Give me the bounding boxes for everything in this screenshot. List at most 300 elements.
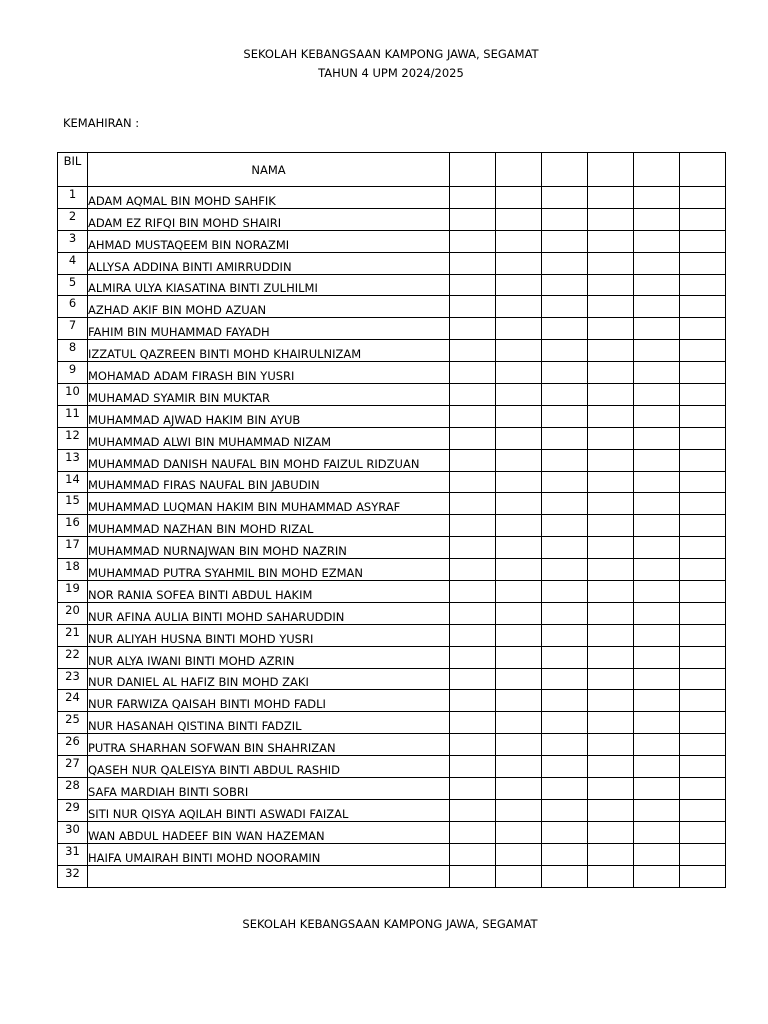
mark-cell[interactable] xyxy=(496,668,542,690)
mark-cell[interactable] xyxy=(680,690,726,712)
student-name: NUR DANIEL AL HAFIZ BIN MOHD ZAKI xyxy=(88,668,450,690)
mark-cell[interactable] xyxy=(542,843,588,865)
row-number: 29 xyxy=(58,799,88,821)
table-row xyxy=(58,537,726,559)
table-row xyxy=(58,515,726,537)
bil-header: BIL xyxy=(58,153,88,187)
mark-cell[interactable] xyxy=(680,405,726,427)
nama-header: NAMA xyxy=(88,153,450,187)
mark-cell[interactable] xyxy=(634,734,680,756)
mark-cell[interactable] xyxy=(588,515,634,537)
mark-cell[interactable] xyxy=(680,340,726,362)
mark-cell[interactable] xyxy=(680,362,726,384)
table-row xyxy=(58,449,726,471)
mark-cell[interactable] xyxy=(588,340,634,362)
mark-cell[interactable] xyxy=(634,690,680,712)
mark-cell[interactable] xyxy=(680,493,726,515)
mark-cell[interactable] xyxy=(496,537,542,559)
mark-cell[interactable] xyxy=(588,559,634,581)
table-body xyxy=(58,187,726,888)
mark-cell[interactable] xyxy=(588,821,634,843)
row-number: 3 xyxy=(58,230,88,252)
mark-cell[interactable] xyxy=(634,865,680,887)
table-row xyxy=(58,384,726,406)
mark-column-header xyxy=(588,153,634,187)
row-number: 23 xyxy=(58,668,88,690)
row-number: 10 xyxy=(58,384,88,406)
mark-cell[interactable] xyxy=(450,646,496,668)
mark-cell[interactable] xyxy=(588,493,634,515)
mark-cell[interactable] xyxy=(542,318,588,340)
mark-cell[interactable] xyxy=(496,602,542,624)
mark-cell[interactable] xyxy=(634,384,680,406)
mark-cell[interactable] xyxy=(496,208,542,230)
table-row xyxy=(58,734,726,756)
mark-cell[interactable] xyxy=(450,296,496,318)
mark-cell[interactable] xyxy=(496,362,542,384)
mark-cell[interactable] xyxy=(588,799,634,821)
row-number: 18 xyxy=(58,559,88,581)
table-row xyxy=(58,668,726,690)
table-row xyxy=(58,581,726,603)
mark-cell[interactable] xyxy=(634,187,680,209)
mark-cell[interactable] xyxy=(450,668,496,690)
mark-cell[interactable] xyxy=(450,559,496,581)
mark-cell[interactable] xyxy=(588,646,634,668)
student-name: NUR HASANAH QISTINA BINTI FADZIL xyxy=(88,712,450,734)
mark-cell[interactable] xyxy=(496,471,542,493)
student-name: NOR RANIA SOFEA BINTI ABDUL HAKIM xyxy=(88,581,450,603)
table-row xyxy=(58,602,726,624)
mark-cell[interactable] xyxy=(450,449,496,471)
mark-cell[interactable] xyxy=(588,756,634,778)
mark-cell[interactable] xyxy=(634,537,680,559)
mark-cell[interactable] xyxy=(680,668,726,690)
student-name: AZHAD AKIF BIN MOHD AZUAN xyxy=(88,296,450,318)
mark-cell[interactable] xyxy=(450,756,496,778)
mark-cell[interactable] xyxy=(450,821,496,843)
mark-cell[interactable] xyxy=(680,449,726,471)
mark-cell[interactable] xyxy=(450,384,496,406)
mark-cell[interactable] xyxy=(542,799,588,821)
mark-cell[interactable] xyxy=(588,318,634,340)
mark-cell[interactable] xyxy=(496,493,542,515)
mark-cell[interactable] xyxy=(588,843,634,865)
table-row xyxy=(58,559,726,581)
table-row xyxy=(58,821,726,843)
mark-cell[interactable] xyxy=(542,471,588,493)
mark-cell[interactable] xyxy=(496,756,542,778)
table-row xyxy=(58,296,726,318)
session-title: TAHUN 4 UPM 2024/2025 xyxy=(318,66,464,80)
mark-cell[interactable] xyxy=(542,581,588,603)
student-name: NUR AFINA AULIA BINTI MOHD SAHARUDDIN xyxy=(88,602,450,624)
mark-cell[interactable] xyxy=(450,778,496,800)
row-number: 2 xyxy=(58,208,88,230)
student-name: ADAM EZ RIFQI BIN MOHD SHAIRI xyxy=(88,208,450,230)
table-header-row xyxy=(58,153,726,187)
mark-cell[interactable] xyxy=(450,843,496,865)
mark-cell[interactable] xyxy=(542,208,588,230)
mark-cell[interactable] xyxy=(588,362,634,384)
mark-cell[interactable] xyxy=(542,712,588,734)
mark-cell[interactable] xyxy=(680,756,726,778)
mark-cell[interactable] xyxy=(542,384,588,406)
mark-cell[interactable] xyxy=(450,515,496,537)
mark-cell[interactable] xyxy=(542,427,588,449)
mark-cell[interactable] xyxy=(680,821,726,843)
mark-cell[interactable] xyxy=(680,712,726,734)
row-number: 13 xyxy=(58,449,88,471)
mark-cell[interactable] xyxy=(634,471,680,493)
mark-cell[interactable] xyxy=(680,230,726,252)
mark-cell[interactable] xyxy=(680,646,726,668)
mark-cell[interactable] xyxy=(496,734,542,756)
table-row xyxy=(58,799,726,821)
row-number: 24 xyxy=(58,690,88,712)
mark-cell[interactable] xyxy=(634,799,680,821)
row-number: 7 xyxy=(58,318,88,340)
mark-cell[interactable] xyxy=(496,778,542,800)
mark-cell[interactable] xyxy=(680,559,726,581)
row-number: 4 xyxy=(58,252,88,274)
table-row xyxy=(58,230,726,252)
mark-cell[interactable] xyxy=(634,449,680,471)
mark-cell[interactable] xyxy=(680,515,726,537)
row-number: 25 xyxy=(58,712,88,734)
mark-cell[interactable] xyxy=(450,340,496,362)
mark-cell[interactable] xyxy=(496,559,542,581)
mark-cell[interactable] xyxy=(542,515,588,537)
mark-cell[interactable] xyxy=(496,646,542,668)
mark-cell[interactable] xyxy=(634,843,680,865)
mark-cell[interactable] xyxy=(680,843,726,865)
mark-cell[interactable] xyxy=(496,865,542,887)
mark-cell[interactable] xyxy=(450,318,496,340)
mark-cell[interactable] xyxy=(634,624,680,646)
mark-cell[interactable] xyxy=(496,384,542,406)
mark-cell[interactable] xyxy=(542,690,588,712)
student-name xyxy=(88,865,450,887)
table-row xyxy=(58,318,726,340)
mark-cell[interactable] xyxy=(542,537,588,559)
mark-cell[interactable] xyxy=(634,427,680,449)
row-number: 1 xyxy=(58,187,88,209)
student-name: SAFA MARDIAH BINTI SOBRI xyxy=(88,778,450,800)
mark-cell[interactable] xyxy=(634,318,680,340)
mark-cell[interactable] xyxy=(634,274,680,296)
mark-cell[interactable] xyxy=(450,208,496,230)
row-number: 19 xyxy=(58,581,88,603)
mark-cell[interactable] xyxy=(450,734,496,756)
mark-cell[interactable] xyxy=(496,340,542,362)
mark-cell[interactable] xyxy=(496,274,542,296)
mark-cell[interactable] xyxy=(680,318,726,340)
mark-cell[interactable] xyxy=(542,624,588,646)
student-name: MOHAMAD ADAM FIRASH BIN YUSRI xyxy=(88,362,450,384)
mark-cell[interactable] xyxy=(542,559,588,581)
mark-cell[interactable] xyxy=(680,252,726,274)
mark-cell[interactable] xyxy=(588,778,634,800)
student-name: MUHAMMAD FIRAS NAUFAL BIN JABUDIN xyxy=(88,471,450,493)
mark-cell[interactable] xyxy=(450,624,496,646)
table-row xyxy=(58,274,726,296)
mark-cell[interactable] xyxy=(542,646,588,668)
mark-cell[interactable] xyxy=(588,624,634,646)
student-name: MUHAMMAD LUQMAN HAKIM BIN MUHAMMAD ASYRAF xyxy=(88,493,450,515)
mark-cell[interactable] xyxy=(634,493,680,515)
student-name: IZZATUL QAZREEN BINTI MOHD KHAIRULNIZAM xyxy=(88,340,450,362)
row-number: 14 xyxy=(58,471,88,493)
mark-cell[interactable] xyxy=(634,515,680,537)
mark-cell[interactable] xyxy=(634,646,680,668)
mark-cell[interactable] xyxy=(496,843,542,865)
mark-cell[interactable] xyxy=(588,602,634,624)
table-row xyxy=(58,252,726,274)
table-row xyxy=(58,471,726,493)
row-number: 27 xyxy=(58,756,88,778)
row-number: 30 xyxy=(58,821,88,843)
mark-cell[interactable] xyxy=(450,274,496,296)
mark-cell[interactable] xyxy=(496,405,542,427)
mark-cell[interactable] xyxy=(680,734,726,756)
row-number: 6 xyxy=(58,296,88,318)
mark-cell[interactable] xyxy=(588,230,634,252)
student-name: MUHAMMAD PUTRA SYAHMIL BIN MOHD EZMAN xyxy=(88,559,450,581)
mark-cell[interactable] xyxy=(634,252,680,274)
row-number: 5 xyxy=(58,274,88,296)
student-name: MUHAMMAD AJWAD HAKIM BIN AYUB xyxy=(88,405,450,427)
row-number: 26 xyxy=(58,734,88,756)
mark-cell[interactable] xyxy=(450,537,496,559)
mark-cell[interactable] xyxy=(680,384,726,406)
mark-cell[interactable] xyxy=(542,296,588,318)
mark-cell[interactable] xyxy=(634,756,680,778)
mark-cell[interactable] xyxy=(450,187,496,209)
mark-cell[interactable] xyxy=(542,449,588,471)
mark-cell[interactable] xyxy=(680,799,726,821)
mark-cell[interactable] xyxy=(450,471,496,493)
mark-cell[interactable] xyxy=(496,296,542,318)
mark-cell[interactable] xyxy=(496,690,542,712)
row-number: 28 xyxy=(58,778,88,800)
mark-cell[interactable] xyxy=(542,821,588,843)
mark-cell[interactable] xyxy=(542,778,588,800)
mark-cell[interactable] xyxy=(542,274,588,296)
mark-column-header xyxy=(542,153,588,187)
mark-column-header xyxy=(680,153,726,187)
table-row xyxy=(58,690,726,712)
student-name: PUTRA SHARHAN SOFWAN BIN SHAHRIZAN xyxy=(88,734,450,756)
mark-cell[interactable] xyxy=(496,318,542,340)
mark-cell[interactable] xyxy=(450,230,496,252)
mark-cell[interactable] xyxy=(496,624,542,646)
student-name: NUR ALIYAH HUSNA BINTI MOHD YUSRI xyxy=(88,624,450,646)
table-row xyxy=(58,624,726,646)
mark-cell[interactable] xyxy=(496,187,542,209)
row-number: 20 xyxy=(58,602,88,624)
mark-cell[interactable] xyxy=(588,208,634,230)
mark-cell[interactable] xyxy=(450,602,496,624)
student-table xyxy=(57,152,726,888)
table-row xyxy=(58,362,726,384)
student-name: WAN ABDUL HADEEF BIN WAN HAZEMAN xyxy=(88,821,450,843)
mark-cell[interactable] xyxy=(450,799,496,821)
row-number: 21 xyxy=(58,624,88,646)
mark-cell[interactable] xyxy=(496,515,542,537)
mark-cell[interactable] xyxy=(680,274,726,296)
row-number: 11 xyxy=(58,405,88,427)
mark-cell[interactable] xyxy=(450,493,496,515)
mark-cell[interactable] xyxy=(680,624,726,646)
mark-cell[interactable] xyxy=(496,252,542,274)
mark-cell[interactable] xyxy=(588,581,634,603)
mark-cell[interactable] xyxy=(450,252,496,274)
row-number: 16 xyxy=(58,515,88,537)
mark-cell[interactable] xyxy=(680,471,726,493)
student-name: SITI NUR QISYA AQILAH BINTI ASWADI FAIZAL xyxy=(88,799,450,821)
mark-cell[interactable] xyxy=(588,405,634,427)
row-number: 22 xyxy=(58,646,88,668)
mark-cell[interactable] xyxy=(450,865,496,887)
mark-cell[interactable] xyxy=(542,668,588,690)
student-name: HAIFA UMAIRAH BINTI MOHD NOORAMIN xyxy=(88,843,450,865)
mark-column-header xyxy=(496,153,542,187)
mark-cell[interactable] xyxy=(542,865,588,887)
mark-cell[interactable] xyxy=(634,668,680,690)
student-name: ALMIRA ULYA KIASATINA BINTI ZULHILMI xyxy=(88,274,450,296)
mark-cell[interactable] xyxy=(496,581,542,603)
mark-cell[interactable] xyxy=(496,230,542,252)
mark-cell[interactable] xyxy=(542,187,588,209)
table-row xyxy=(58,208,726,230)
mark-cell[interactable] xyxy=(542,756,588,778)
mark-cell[interactable] xyxy=(496,799,542,821)
row-number: 17 xyxy=(58,537,88,559)
mark-cell[interactable] xyxy=(542,734,588,756)
mark-cell[interactable] xyxy=(588,734,634,756)
row-number: 15 xyxy=(58,493,88,515)
mark-cell[interactable] xyxy=(680,296,726,318)
mark-column-header xyxy=(634,153,680,187)
mark-cell[interactable] xyxy=(634,821,680,843)
mark-cell[interactable] xyxy=(634,581,680,603)
mark-cell[interactable] xyxy=(588,865,634,887)
mark-cell[interactable] xyxy=(680,602,726,624)
table-row xyxy=(58,187,726,209)
student-name: AHMAD MUSTAQEEM BIN NORAZMI xyxy=(88,230,450,252)
table-row xyxy=(58,843,726,865)
mark-cell[interactable] xyxy=(450,581,496,603)
mark-cell[interactable] xyxy=(588,274,634,296)
mark-cell[interactable] xyxy=(634,362,680,384)
student-name: FAHIM BIN MUHAMMAD FAYADH xyxy=(88,318,450,340)
mark-cell[interactable] xyxy=(680,208,726,230)
student-name: MUHAMMAD DANISH NAUFAL BIN MOHD FAIZUL RIDZUAN xyxy=(88,449,450,471)
table-row xyxy=(58,778,726,800)
mark-cell[interactable] xyxy=(680,581,726,603)
mark-cell[interactable] xyxy=(588,296,634,318)
mark-cell[interactable] xyxy=(680,427,726,449)
student-name: MUHAMMAD ALWI BIN MUHAMMAD NIZAM xyxy=(88,427,450,449)
mark-cell[interactable] xyxy=(588,537,634,559)
mark-cell[interactable] xyxy=(680,537,726,559)
table-row xyxy=(58,427,726,449)
mark-cell[interactable] xyxy=(634,602,680,624)
mark-cell[interactable] xyxy=(588,668,634,690)
mark-column-header xyxy=(450,153,496,187)
mark-cell[interactable] xyxy=(496,821,542,843)
row-number: 8 xyxy=(58,340,88,362)
student-name: ADAM AQMAL BIN MOHD SAHFIK xyxy=(88,187,450,209)
mark-cell[interactable] xyxy=(680,187,726,209)
mark-cell[interactable] xyxy=(542,362,588,384)
mark-cell[interactable] xyxy=(588,690,634,712)
mark-cell[interactable] xyxy=(634,296,680,318)
table-row xyxy=(58,405,726,427)
student-name: MUHAMAD SYAMIR BIN MUKTAR xyxy=(88,384,450,406)
table-row xyxy=(58,712,726,734)
mark-cell[interactable] xyxy=(634,405,680,427)
mark-cell[interactable] xyxy=(542,340,588,362)
student-name: QASEH NUR QALEISYA BINTI ABDUL RASHID xyxy=(88,756,450,778)
table-row xyxy=(58,865,726,887)
mark-cell[interactable] xyxy=(450,712,496,734)
mark-cell[interactable] xyxy=(542,602,588,624)
mark-cell[interactable] xyxy=(542,252,588,274)
mark-cell[interactable] xyxy=(588,252,634,274)
mark-cell[interactable] xyxy=(634,559,680,581)
mark-cell[interactable] xyxy=(588,471,634,493)
mark-cell[interactable] xyxy=(450,362,496,384)
mark-cell[interactable] xyxy=(588,187,634,209)
skill-label: KEMAHIRAN : xyxy=(63,116,140,130)
mark-cell[interactable] xyxy=(588,712,634,734)
mark-cell[interactable] xyxy=(588,449,634,471)
mark-cell[interactable] xyxy=(588,427,634,449)
mark-cell[interactable] xyxy=(450,427,496,449)
mark-cell[interactable] xyxy=(450,690,496,712)
mark-cell[interactable] xyxy=(634,230,680,252)
mark-cell[interactable] xyxy=(496,449,542,471)
row-number: 31 xyxy=(58,843,88,865)
mark-cell[interactable] xyxy=(634,778,680,800)
table-row xyxy=(58,340,726,362)
mark-cell[interactable] xyxy=(542,230,588,252)
table-row xyxy=(58,756,726,778)
mark-cell[interactable] xyxy=(634,712,680,734)
mark-cell[interactable] xyxy=(634,340,680,362)
school-title: SEKOLAH KEBANGSAAN KAMPONG JAWA, SEGAMAT xyxy=(243,47,539,61)
mark-cell[interactable] xyxy=(680,865,726,887)
table-row xyxy=(58,493,726,515)
mark-cell[interactable] xyxy=(496,427,542,449)
mark-cell[interactable] xyxy=(496,712,542,734)
mark-cell[interactable] xyxy=(588,384,634,406)
mark-cell[interactable] xyxy=(450,405,496,427)
student-name: NUR FARWIZA QAISAH BINTI MOHD FADLI xyxy=(88,690,450,712)
student-name: ALLYSA ADDINA BINTI AMIRRUDDIN xyxy=(88,252,450,274)
student-name: MUHAMMAD NAZHAN BIN MOHD RIZAL xyxy=(88,515,450,537)
mark-cell[interactable] xyxy=(680,778,726,800)
student-name: NUR ALYA IWANI BINTI MOHD AZRIN xyxy=(88,646,450,668)
mark-cell[interactable] xyxy=(542,493,588,515)
table-row xyxy=(58,646,726,668)
footer-school-title: SEKOLAH KEBANGSAAN KAMPONG JAWA, SEGAMAT xyxy=(242,917,538,931)
mark-cell[interactable] xyxy=(542,405,588,427)
row-number: 12 xyxy=(58,427,88,449)
mark-cell[interactable] xyxy=(634,208,680,230)
